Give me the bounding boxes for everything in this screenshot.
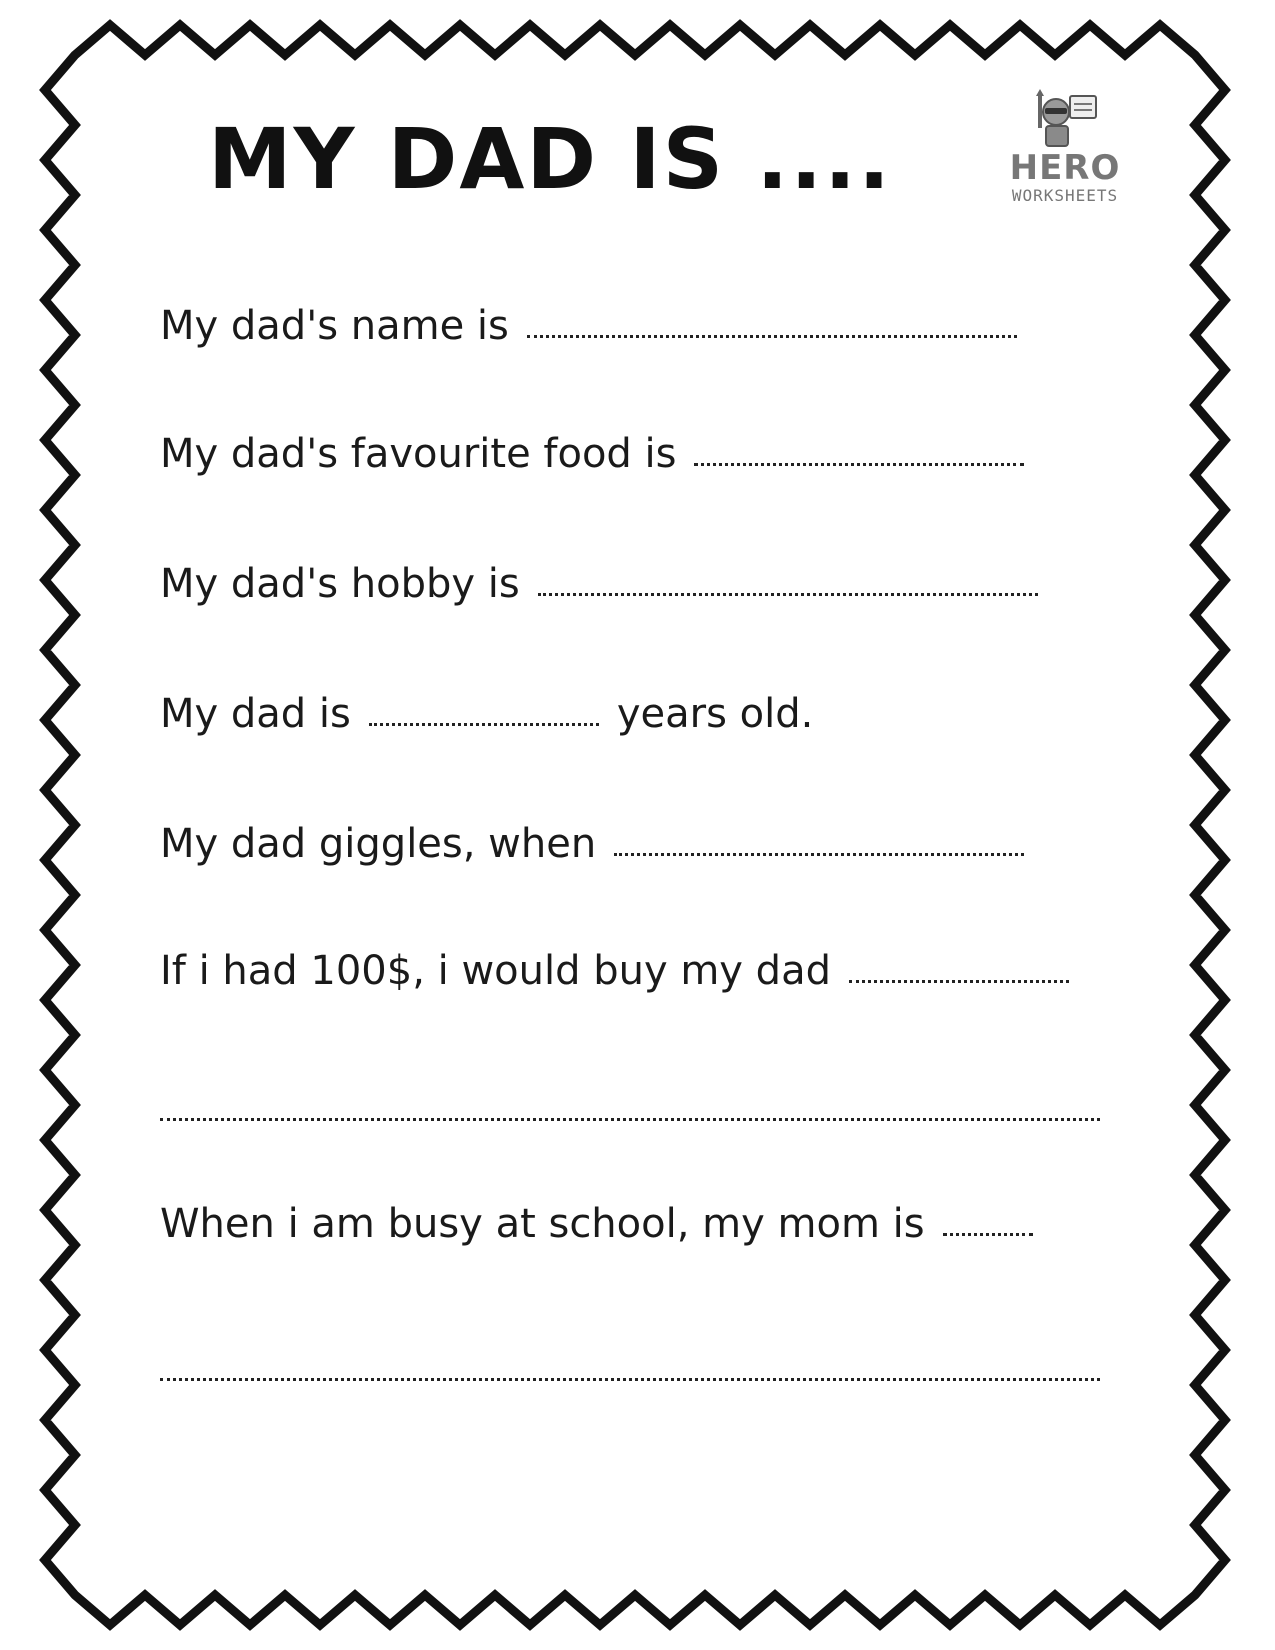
buy-blank-line-2[interactable] bbox=[160, 1118, 1100, 1121]
prompt-food: My dad's favourite food is bbox=[160, 431, 677, 477]
prompt-line-food bbox=[160, 418, 1042, 478]
prompt-line-buy bbox=[160, 935, 1087, 995]
logo-brand-text: HERO bbox=[1009, 148, 1121, 188]
hobby-blank[interactable] bbox=[538, 593, 1038, 596]
prompt-name: My dad's name is bbox=[160, 303, 509, 349]
age-blank[interactable] bbox=[369, 723, 599, 726]
prompt-age-after: years old. bbox=[616, 691, 814, 737]
hero-mascot-icon bbox=[990, 88, 1140, 150]
prompt-school: When i am busy at school, my mom is bbox=[160, 1201, 925, 1247]
prompt-line-name bbox=[160, 290, 1035, 350]
prompt-line-school bbox=[160, 1188, 1051, 1248]
prompt-line-hobby bbox=[160, 548, 1056, 608]
prompt-hobby: My dad's hobby is bbox=[160, 561, 520, 607]
hero-worksheets-logo bbox=[990, 88, 1140, 208]
prompt-giggles: My dad giggles, when bbox=[160, 821, 597, 867]
page-title: MY DAD IS .... bbox=[207, 110, 892, 208]
school-blank-line-2[interactable] bbox=[160, 1378, 1100, 1381]
name-blank[interactable] bbox=[527, 335, 1017, 338]
buy-blank[interactable] bbox=[849, 980, 1069, 983]
prompt-line-giggles bbox=[160, 808, 1042, 868]
prompt-line-age bbox=[160, 678, 813, 738]
prompt-buy: If i had 100$, i would buy my dad bbox=[160, 948, 831, 994]
prompt-age-before: My dad is bbox=[160, 691, 351, 737]
logo-subtitle-text: WORKSHEETS bbox=[1011, 186, 1119, 205]
food-blank[interactable] bbox=[694, 463, 1024, 466]
giggles-blank[interactable] bbox=[614, 853, 1024, 856]
school-blank[interactable] bbox=[943, 1233, 1033, 1236]
